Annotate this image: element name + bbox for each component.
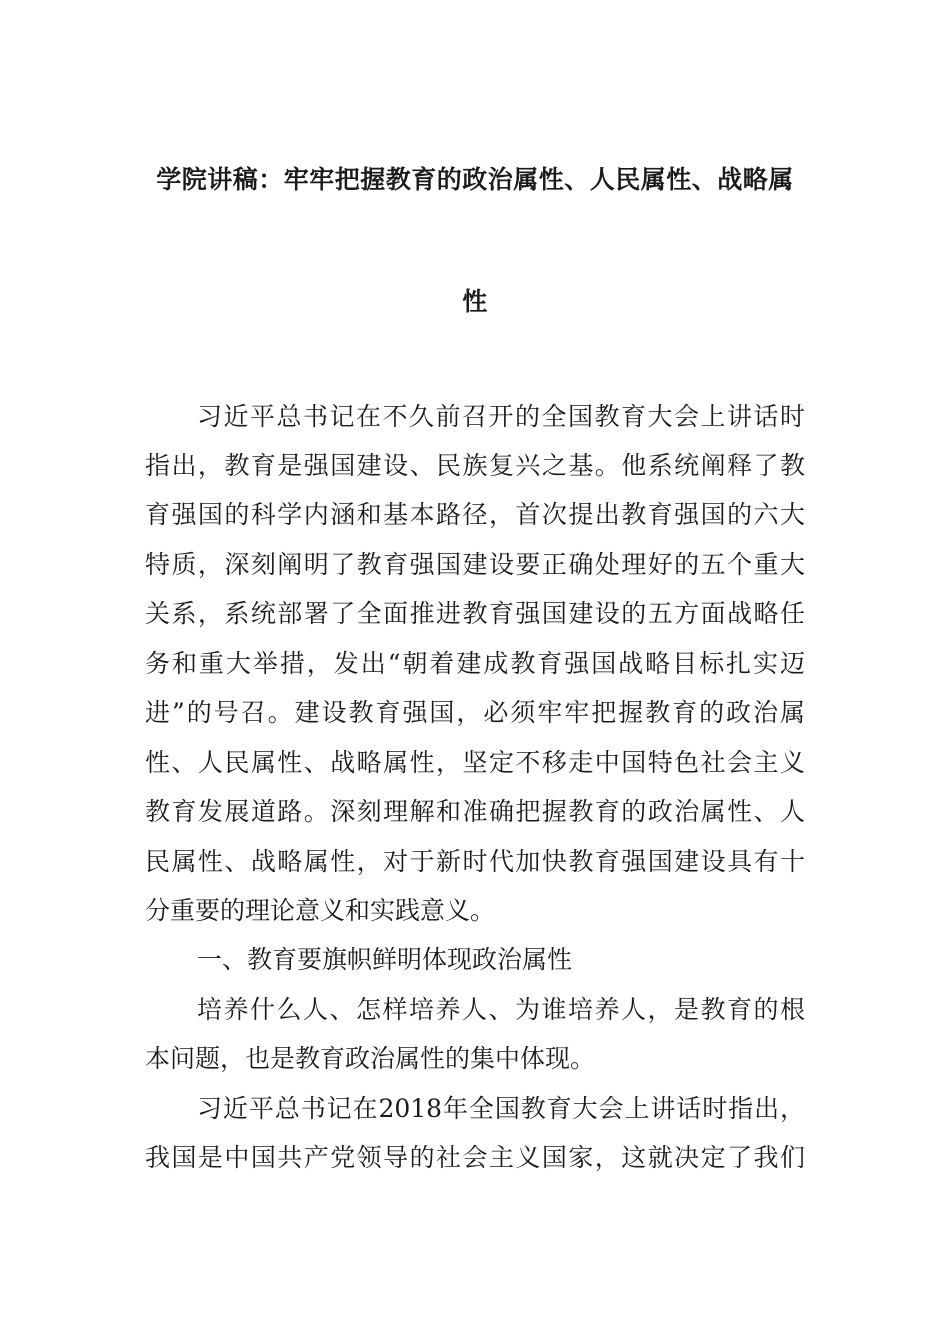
document-title: 学院讲稿：牢牢把握教育的政治属性、人民属性、战略属	[156, 165, 794, 194]
paragraph-line: 培养什么人、怎样培养人、为谁培养人，是教育的根	[197, 995, 805, 1024]
paragraph-line: 性、人民属性、战略属性，坚定不移走中国特色社会主义	[145, 748, 805, 777]
paragraph-line: 育强国的科学内涵和基本路径，首次提出教育强国的六大	[145, 500, 805, 529]
paragraph-line: 本问题，也是教育政治属性的集中体现。	[145, 1044, 596, 1073]
paragraph-line: 习近平总书记在2018年全国教育大会上讲话时指出，	[197, 1094, 805, 1123]
paragraph-line: 分重要的理论意义和实践意义。	[145, 896, 496, 925]
paragraph-line: 关系，系统部署了全面推进教育强国建设的五方面战略任	[145, 599, 805, 628]
document-title-continuation: 性	[462, 287, 488, 316]
paragraph-line: 进”的号召。建设教育强国，必须牢牢把握教育的政治属	[145, 698, 805, 727]
section-heading: 一、教育要旗帜鲜明体现政治属性	[197, 945, 573, 974]
paragraph-line: 习近平总书记在不久前召开的全国教育大会上讲话时	[197, 402, 805, 431]
paragraph-line: 务和重大举措，发出“朝着建成教育强国战略目标扎实迈	[145, 649, 805, 678]
paragraph-line: 特质，深刻阐明了教育强国建设要正确处理好的五个重大	[145, 550, 805, 579]
paragraph-line: 民属性、战略属性，对于新时代加快教育强国建设具有十	[145, 847, 805, 876]
paragraph-line: 教育发展道路。深刻理解和准确把握教育的政治属性、人	[145, 797, 805, 826]
paragraph-line: 指出，教育是强国建设、民族复兴之基。他系统阐释了教	[145, 451, 805, 480]
paragraph-line: 我国是中国共产党领导的社会主义国家，这就决定了我们	[145, 1143, 805, 1172]
